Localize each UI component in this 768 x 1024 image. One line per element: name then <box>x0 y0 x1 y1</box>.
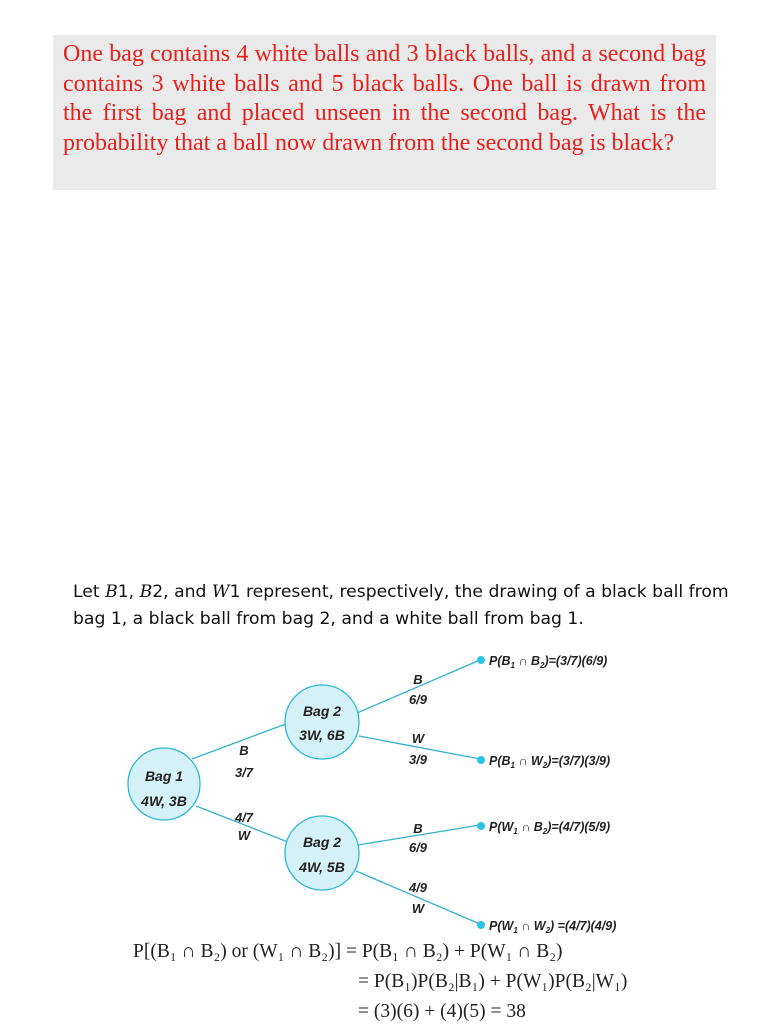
bag1-contents: 4W, 3B <box>141 793 187 809</box>
branch-label-b1: B <box>239 743 249 758</box>
branch-prob-w1: 4/7 <box>234 810 254 825</box>
outcome-dot <box>477 756 485 764</box>
bag2-top-title: Bag 2 <box>302 703 342 719</box>
branch-prob-top-w: 3/9 <box>408 752 428 767</box>
variable: W <box>211 582 230 602</box>
explanation-part: Let <box>73 582 106 602</box>
outcome-label-2: $P(B_1$ ∩ $W_2)=(3/7)(3/9)$ <box>489 754 611 770</box>
bag2-bottom-contents: 4W, 5B <box>299 859 345 875</box>
branch-label-top-b: B <box>413 672 423 687</box>
bag2-top-node <box>285 685 359 759</box>
branch-line-bot-w <box>356 871 480 924</box>
branch-label-bot-w: W <box>411 901 425 916</box>
problem-box <box>53 35 716 190</box>
outcome-label-4: $P(W_1$ ∩ $W_2) =(4/7)(4/9)$ <box>489 919 617 935</box>
outcome-dot <box>477 822 485 830</box>
outcome-label-1: $P(B_1$ ∩ $B_2)=(3/7)(6/9)$ <box>489 654 608 670</box>
variable: B <box>105 582 118 602</box>
branch-prob-b1: 3/7 <box>234 765 254 780</box>
branch-prob-top-b: 6/9 <box>408 692 428 707</box>
formula-line-1: P[(B₁ ∩ B₂) or (W₁ ∩ B₂)] = P(B₁ ∩ B₂) + P(W₁ ∩ B₂) <box>133 941 563 962</box>
problem-text: One bag contains 4 white balls and 3 black balls, and a second bag contains 3 white balls and 5 black balls. One ball is drawn from the first bag and placed unseen in the second bag. What is the probability that a ball now drawn from the second bag is black? <box>63 41 706 156</box>
explanation-part: 2, and <box>152 582 212 602</box>
explanation-part: 1, <box>117 582 140 602</box>
branch-prob-bot-b: 6/9 <box>408 840 428 855</box>
explanation-part: 1 represent, respectively, the drawing of a black ball from bag 1, a black ball from bag 2, and a white ball from bag 1. <box>73 582 729 629</box>
variable: B <box>139 582 153 602</box>
outcome-dot <box>477 656 485 664</box>
branch-label-bot-b: B <box>413 821 423 836</box>
bag2-bottom-title: Bag 2 <box>302 834 342 850</box>
bag1-title: Bag 1 <box>144 768 184 784</box>
outcome-dot <box>477 921 485 929</box>
formula-line-3: = (3)(6) + (4)(5) = 38 <box>358 1001 526 1022</box>
bag1-node <box>128 748 200 820</box>
outcome-label-3: $P(W_1$ ∩ $B_2)=(4/7)(5/9)$ <box>489 820 611 836</box>
formula-line-2: = P(B₁)P(B₂|B₁) + P(W₁)P(B₂|W₁) <box>358 971 628 992</box>
bag2-top-contents: 3W, 6B <box>299 727 345 743</box>
probability-tree-diagram <box>0 640 768 940</box>
branch-label-top-w: W <box>411 731 425 746</box>
bag2-bottom-node <box>285 816 359 890</box>
branch-label-w1: W <box>237 828 251 843</box>
branch-prob-bot-w: 4/9 <box>408 880 428 895</box>
explanation-text <box>73 579 733 633</box>
